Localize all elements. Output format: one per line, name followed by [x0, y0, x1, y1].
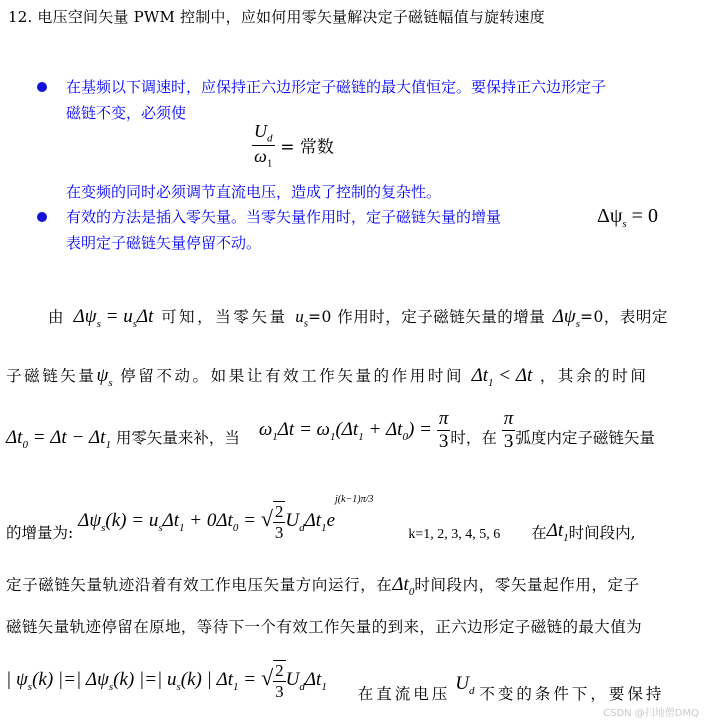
para-line-7: | $\psi_s(k)$ |=| $\Delta\psi_s(k)$ |=| $u_s(k)$ | $\Delta t_1$ = √ $\frac{2}{3}$ $U_d\Delta t_1$ 在直流电压 $U_d$ 不变的条件下，要保持 [6, 661, 665, 703]
question-title: 12. 电压空间矢量 PWM 控制中，应如何用零矢量解决定子磁链幅值与旋转速度 [8, 8, 545, 26]
bullet1-line2: 磁链不变，必须使 [66, 104, 187, 122]
para-line-5: 定子磁链矢量轨迹沿着有效工作电压矢量方向运行，在$\Delta t_0$时间段内，零矢量起作用，定子 [6, 574, 640, 598]
watermark: CSDN @扫地僧DMQ [603, 708, 699, 719]
para-line-6: 磁链矢量轨迹停留在原地，等待下一个有效工作矢量的到来，正六边形定子磁链的最大值为 [6, 618, 643, 636]
para-line-1: 由 $\Delta\psi_s = u_s\Delta t$ 可知，当零矢量 $u_s=0$ 作用时，定子磁链矢量的增量 $\Delta\psi_s=0$，表明定 [48, 306, 668, 330]
para-line-3: $\Delta t_0 = \Delta t - \Delta t_1$ 用零矢量来补，当 $\omega_1\Delta t = \omega_1(\Delta t_1 + \Delta t_0)$ = $\frac{\pi}{3}$ 时，在 $\frac{\pi}{3}$ 弧度内定子磁链矢量 [6, 408, 655, 452]
bullet1-line1: 在基频以下调速时，应保持正六边形定子磁链的最大值恒定。要保持正六边形定子 [66, 78, 607, 96]
bullet1-line3: 在变频的同时必须调节直流电压，造成了控制的复杂性。 [66, 183, 442, 201]
bullet1-formula: $\frac{U_d}{\omega_1}$ = 常数 [254, 121, 334, 170]
bullet2-line1: 有效的方法是插入零矢量。当零矢量作用时，定子磁链矢量的增量 [66, 208, 502, 226]
bullet-dot [37, 212, 47, 222]
para-line-4: 的增量为: $\Delta\psi_s(k) = u_s\Delta t_1 + 0\Delta t_0$ = √ $\frac{2}{3}$ $U_d\Delta t_1e^{j(k-1)\pi/3}$ k=1, 2, 3, 4, 5, 6 在$\Delta t_1$时间段内, [6, 493, 636, 544]
para-line-2: 子磁链矢量$\psi_s$ 停留不动。如果让有效工作矢量的作用时间 $\Delta t_1 < \Delta t$ ，其余的时间 [6, 365, 649, 389]
bullet2-formula: $\Delta\psi_s = 0$ [597, 205, 658, 230]
bullet-dot [37, 82, 47, 92]
bullet2-line2: 表明定子磁链矢量停留不动。 [66, 234, 262, 252]
